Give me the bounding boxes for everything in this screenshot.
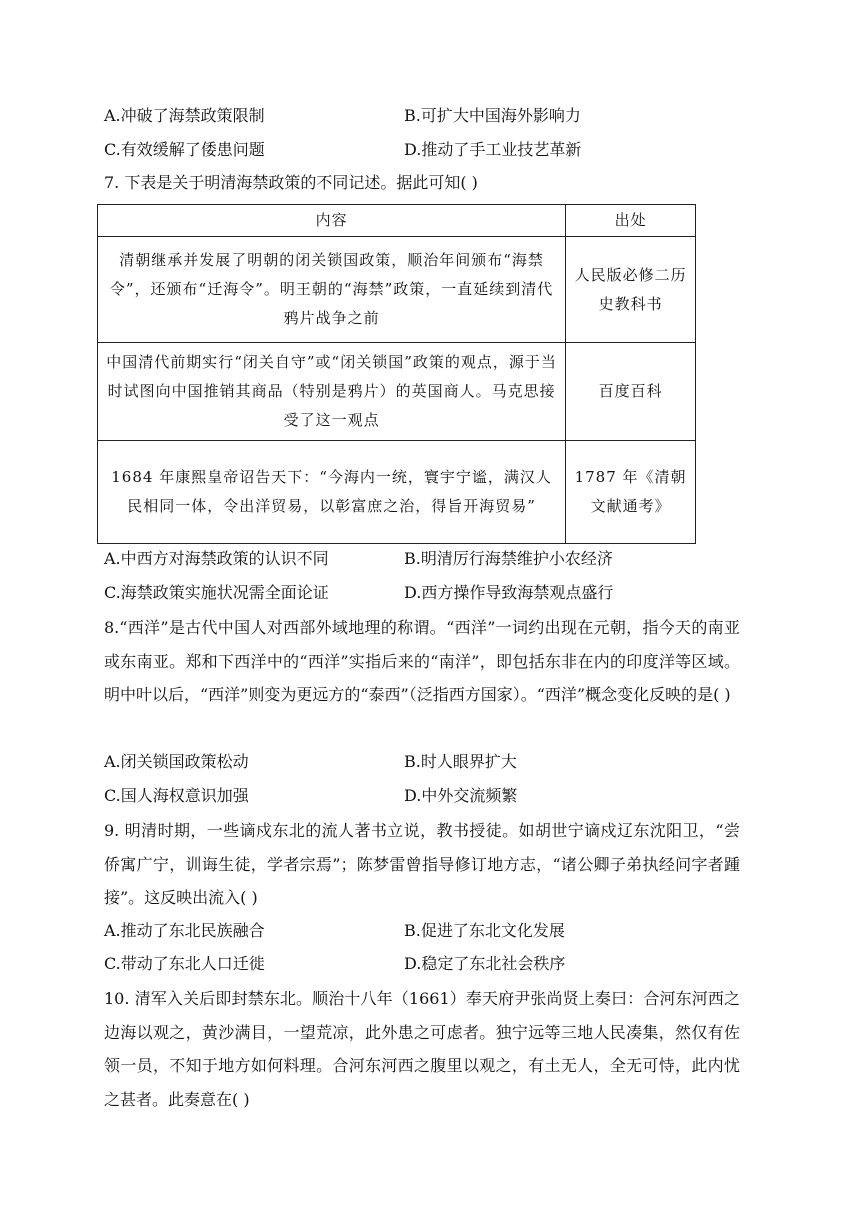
q6-option-b: B.可扩大中国海外影响力 bbox=[404, 106, 581, 125]
q7-option-c: C.海禁政策实施状况需全面论证 bbox=[104, 583, 329, 602]
table-header-source: 出处 bbox=[566, 205, 696, 237]
table-cell-content: 清朝继承并发展了明朝的闭关锁国政策，顺治年间颁布“海禁令”，还颁布“迁海令”。明王朝的“海禁”政策，一直延续到清代鸦片战争之前 bbox=[98, 237, 566, 343]
q8-option-b: B.时人眼界扩大 bbox=[404, 752, 517, 771]
table-row bbox=[98, 237, 696, 343]
q8-option-a: A.闭关锁国政策松动 bbox=[104, 752, 249, 771]
q9-stem: 9. 明清时期，一些谪戍东北的流人著书立说，教书授徒。如胡世宁谪戍辽东沈阳卫，“尝侨寓广宁，训诲生徒，学者宗焉”；陈梦雷曾指导修订地方志，“诸公卿子弟执经问字者踵接”。这反映出流入( ) bbox=[104, 821, 740, 907]
q8-stem: 8.“西洋”是古代中国人对西部外域地理的称谓。“西洋”一词约出现在元朝，指今天的南亚或东南亚。郑和下西洋中的“西洋”实指后来的“南洋”，即包括东非在内的印度洋等区域。明中叶以后，“西洋”则变为更远方的“泰西”（泛指西方国家）。“西洋”概念变化反映的是( ) bbox=[104, 618, 740, 704]
q6-option-c: C.有效缓解了倭患问题 bbox=[104, 140, 265, 159]
q9-option-b: B.促进了东北文化发展 bbox=[404, 921, 565, 940]
q8-option-d: D.中外交流频繁 bbox=[404, 786, 518, 805]
table-header-row bbox=[98, 205, 696, 237]
q9-option-a: A.推动了东北民族融合 bbox=[104, 921, 265, 940]
q7-option-a: A.中西方对海禁政策的认识不同 bbox=[104, 549, 329, 568]
q10-stem: 10. 清军入关后即封禁东北。顺治十八年（1661）奉天府尹张尚贤上奏曰：合河东河西之边海以观之，黄沙满目，一望荒凉，此外患之可虑者。独宁远等三地人民凑集，然仅有佐领一员，不知于地方如何料理。合河东河西之腹里以观之，有土无人，全无可恃，此内忧之甚者。此奏意在( ) bbox=[104, 989, 740, 1109]
q8-option-c: C.国人海权意识加强 bbox=[104, 786, 249, 805]
table-cell-content: 中国清代前期实行“闭关自守”或“闭关锁国”政策的观点，源于当时试图向中国推销其商品（特别是鸦片）的英国商人。马克思接受了这一观点 bbox=[98, 343, 566, 441]
table-cell-content: 1684 年康熙皇帝诏告天下：“今海内一统，寰宇宁谧，满汉人民相同一体，令出洋贸易，以彰富庶之治，得旨开海贸易” bbox=[98, 441, 566, 544]
table-row bbox=[98, 343, 696, 441]
table-row bbox=[98, 441, 696, 544]
q6-option-d: D.推动了手工业技艺革新 bbox=[404, 140, 582, 159]
table-cell-source: 人民版必修二历史教科书 bbox=[566, 237, 696, 343]
q7-option-d: D.西方操作导致海禁观点盛行 bbox=[404, 583, 614, 602]
table-cell-source: 百度百科 bbox=[566, 343, 696, 441]
q9-option-c: C.带动了东北人口迁徙 bbox=[104, 954, 265, 973]
table-cell-source: 1787 年《清朝文献通考》 bbox=[566, 441, 696, 544]
q7-table bbox=[97, 204, 696, 544]
q9-option-d: D.稳定了东北社会秩序 bbox=[404, 954, 566, 973]
table-header-content: 内容 bbox=[98, 205, 566, 237]
q7-option-b: B.明清厉行海禁维护小农经济 bbox=[404, 549, 613, 568]
q6-option-a: A.冲破了海禁政策限制 bbox=[104, 106, 265, 125]
q7-stem: 7. 下表是关于明清海禁政策的不同记述。据此可知( ) bbox=[104, 173, 478, 192]
